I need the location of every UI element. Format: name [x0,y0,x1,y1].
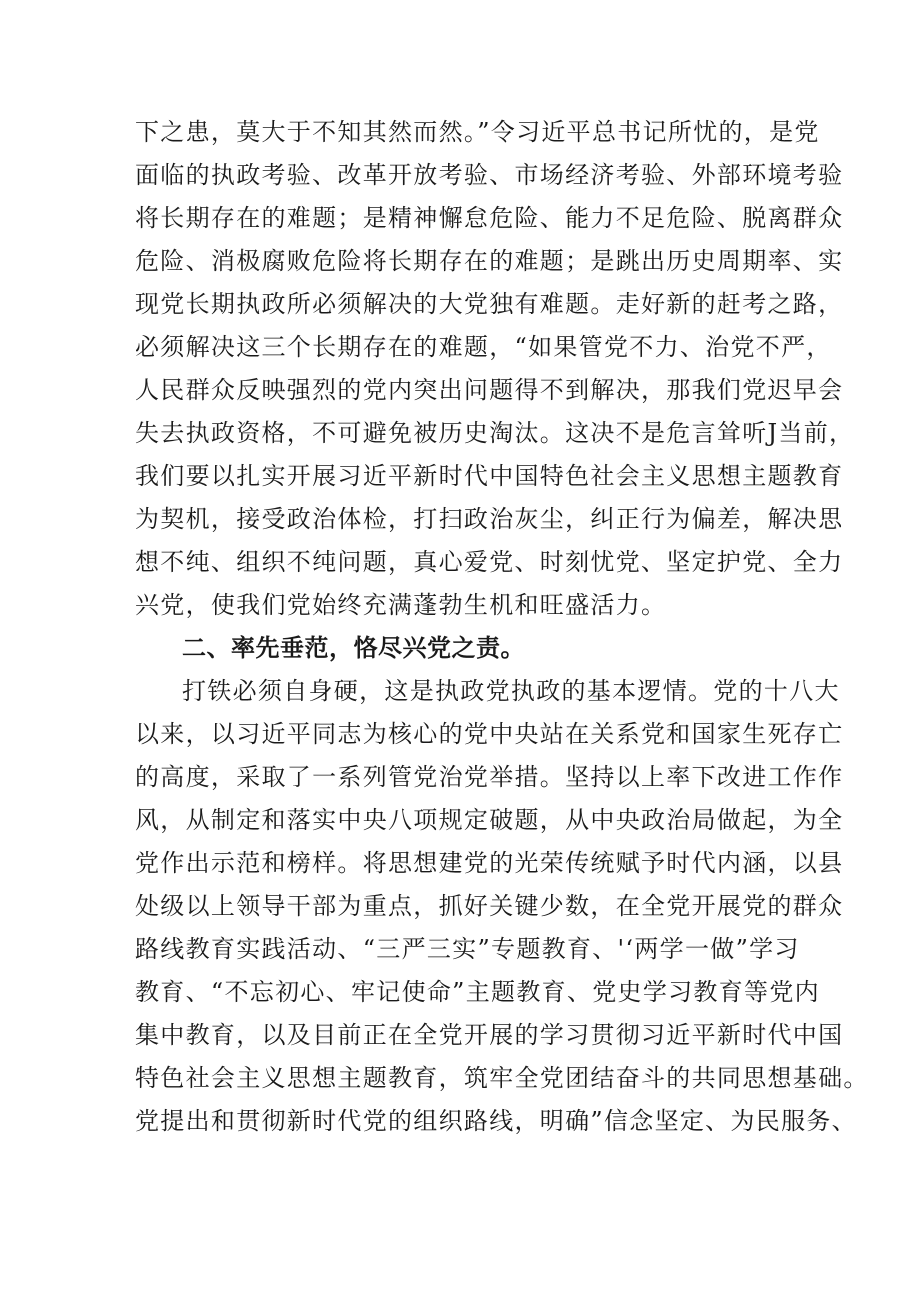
paragraph-2-line-6: 处级以上领导干部为重点，抓好关键少数，在全党开展党的群众 [135,892,844,920]
paragraph-1-line-11: 想不纯、组织不纯问题，真心爱党、时刻忧党、坚定护党、全力 [135,548,844,576]
paragraph-1-line-1: 下之患，莫大于不知其然而然。”令习近平总书记所忧的，是党 [135,118,820,146]
paragraph-2-line-1: 打铁必须自身硬，这是执政党执政的基本逻情。党的十八大 [182,677,840,705]
paragraph-2-line-8: 教育、“不忘初心、牢记使命”主题教育、党史学习教育等党内 [135,978,820,1006]
paragraph-1-line-9: 我们要以扎实开展习近平新时代中国特色社会主义思想主题教育 [135,462,844,490]
paragraph-1-line-10: 为契机，接受政治体检，打扫政治灰尘，纠正行为偏差，解决思 [135,505,844,533]
paragraph-1-line-5: 现党长期执政所必须解决的大党独有难题。走好新的赶考之路， [135,290,844,318]
paragraph-2-line-4: 风，从制定和落实中央八项规定破题，从中央政治局做起，为全 [135,806,844,834]
section-heading: 二、率先垂范，恪尽兴党之责。 [182,634,525,662]
paragraph-2-line-5: 党作出示范和榜样。将思想建党的光荣传统赋予时代内涵，以县 [135,849,844,877]
paragraph-1-line-7: 人民群众反映强烈的党内突出问题得不到解决，那我们党迟早会 [135,376,844,404]
paragraph-1-line-3: 将长期存在的难题；是精神懈怠危险、能力不足危险、脱离群众 [135,204,844,232]
paragraph-1-line-4: 危险、消极腐败危险将长期存在的难题；是跳出历史周期率、实 [135,247,844,275]
paragraph-1-line-2: 面临的执政考验、改革开放考验、市场经济考验、外部环境考验 [135,161,844,189]
paragraph-2-line-2: 以来，以习近平同志为核心的党中央站在关系党和国家生死存亡 [135,720,844,748]
paragraph-2-line-11: 党提出和贯彻新时代党的组织路线，明确”信念坚定、为民服务、 [135,1107,857,1135]
paragraph-1-line-6: 必须解决这三个长期存在的难题，“如果管党不力、治党不严， [135,333,832,361]
paragraph-1-line-8: 失去执政资格，不可避免被历史淘汰。这决不是危言耸听J当前， [135,419,855,447]
paragraph-2-line-10: 特色社会主义思想主题教育，筑牢全党团结奋斗的共同思想基础。 [135,1064,869,1092]
paragraph-1-line-12: 兴党，使我们党始终充满蓬勃生机和旺盛活力。 [135,591,667,619]
paragraph-2-line-9: 集中教育，以及目前正在全党开展的学习贯彻习近平新时代中国 [135,1021,844,1049]
paragraph-2-line-7: 路线教育实践活动、“三严三实”专题教育、'‘两学一做”学习 [135,935,800,963]
paragraph-2-line-3: 的高度，采取了一系列管党治党举措。坚持以上率下改进工作作 [135,763,844,791]
